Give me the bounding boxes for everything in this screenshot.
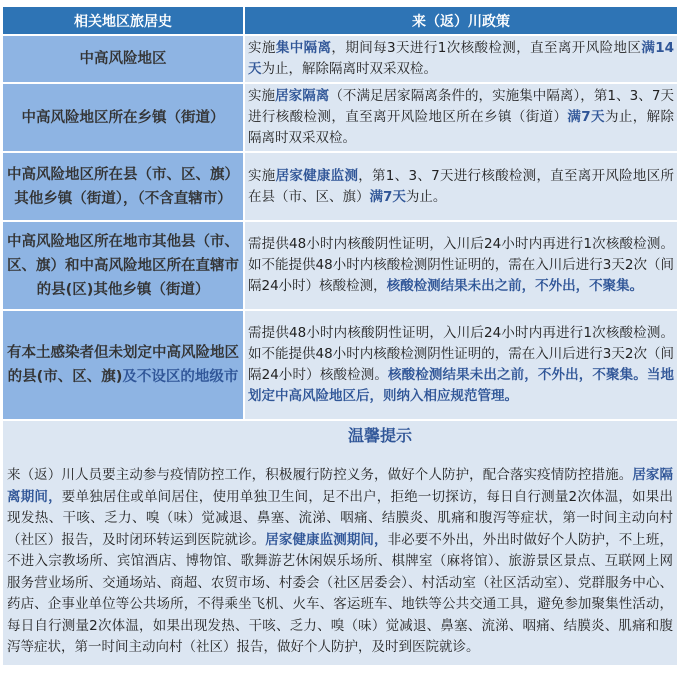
text-segment: 实施 bbox=[248, 167, 276, 184]
text-segment: （不满足居家隔离条件的，实施集中隔离），第1、3、7天进行核酸检测，直至离开风险地区所在乡镇（街道） bbox=[248, 88, 674, 125]
table-row bbox=[3, 84, 677, 151]
notice-section bbox=[3, 421, 677, 665]
text-segment: 非必要不外出，外出时做好个人防护，不上班，不进入宗教场所、宾馆酒店、博物馆、歌舞游艺休闲娱乐场所、棋牌室（麻将馆）、旅游景区景点、互联网上网服务营业场所、交通场站、商超、农贸市场、村委会（社区居委会）、村活动室（社区活动室）、党群服务中心、药店、企事业单位等公共场所，不得乘坐飞机、火车、客运班车、地铁等公共交通工具，避免参加聚集性活动，每日自行测量2次体温，如果出现发热、干咳、乏力、嗅（味）觉减退、鼻塞、流涕、咽痛、结膜炎、肌痛和腹泻等症状，第一时间主动向村（社区）报告，做好个人防护，及时到医院就诊。 bbox=[7, 531, 673, 655]
text-segment: 为止，解除隔离时双采双检。 bbox=[261, 61, 437, 77]
area-cell bbox=[3, 311, 243, 419]
header-policy: 来（返）川政策 bbox=[245, 7, 677, 34]
area-cell bbox=[3, 222, 243, 309]
text-segment: 中高风险地区所在乡镇（街道） bbox=[21, 109, 225, 126]
highlight-text: 及不设区的地级市 bbox=[122, 369, 239, 385]
policy-cell bbox=[245, 311, 677, 419]
notice-title: 温馨提示 bbox=[347, 426, 412, 445]
highlight-text: 居家健康监测 bbox=[275, 167, 359, 184]
highlight-text: 满14天 bbox=[248, 40, 674, 77]
text-segment: 来（返）川人员要主动参与疫情防控工作，积极履行防控义务，做好个人防护，配合落实疫情防控措施。 bbox=[7, 467, 633, 483]
text-segment: 需提供48小时内核酸阴性证明，入川后24小时内再进行1次核酸检测。如不能提供48小时内核酸检测阴性证明的，需在入川后进行3天2次（间隔24小时）核酸检测， bbox=[248, 236, 674, 294]
text-segment: 中高风险地区所在地市其他县（市、区、旗）和中高风险地区所在直辖市的县(区)其他乡镇（街道） bbox=[7, 233, 239, 298]
text-segment: 中高风险地区 bbox=[79, 51, 167, 67]
text-segment: ，第1、3、7天进行核酸检测，直至离开风险地区所在县（市、区、旗） bbox=[248, 167, 674, 205]
text-segment: 实施 bbox=[248, 88, 276, 104]
table-row bbox=[3, 311, 677, 419]
policy-cell bbox=[245, 153, 677, 220]
text-segment: 有本土感染者但未划定中高风险地区的县(市、区、旗) bbox=[7, 345, 239, 385]
policy-cell bbox=[245, 84, 677, 151]
text-segment: 要单独居住或单间居住，使用单独卫生间，足不出户，拒绝一切探访，每日自行测量2次体温，如果出现发热、干咳、乏力、嗅（味）觉减退、鼻塞、流涕、咽痛、结膜炎、肌痛和腹泻等症状，第一时间主动向村（社区）报告，及时闭环转运到医院就诊。 bbox=[7, 488, 674, 548]
text-segment: 实施 bbox=[248, 40, 276, 56]
highlight-text: 集中隔离 bbox=[275, 40, 332, 56]
policy-cell bbox=[245, 222, 677, 309]
text-segment: 为止，解除隔离时双采双检。 bbox=[248, 109, 674, 146]
notice-body bbox=[7, 465, 673, 659]
highlight-text: 居家健康监测期间， bbox=[265, 531, 388, 548]
highlight-text: 核酸检测结果未出之前，不外出，不聚集。当地划定中高风险地区后，则纳入相应规范管理。 bbox=[248, 367, 674, 404]
policy-cell bbox=[245, 36, 677, 82]
text-segment: 为止。 bbox=[405, 188, 447, 205]
text-segment: 中高风险地区所在县（市、区、旗）其他乡镇（街道），（不含直辖市） bbox=[7, 166, 239, 207]
table-row bbox=[3, 222, 677, 309]
policy-table bbox=[1, 5, 679, 421]
text-segment: 需提供48小时内核酸阴性证明，入川后24小时内再进行1次核酸检测。如不能提供48小时内核酸检测阴性证明的，需在入川后进行3天2次（间隔24小时）核酸检测。 bbox=[248, 325, 674, 383]
highlight-text: 满7天 bbox=[369, 188, 406, 205]
area-cell bbox=[3, 36, 243, 82]
highlight-text: 核酸检测结果未出之前，不外出，不聚集。 bbox=[386, 278, 644, 294]
text-segment: ，期间每3天进行1次核酸检测，直至离开风险地区 bbox=[331, 40, 642, 56]
highlight-text: 满7天 bbox=[567, 109, 605, 125]
table-row bbox=[3, 153, 677, 220]
area-cell bbox=[3, 84, 243, 151]
area-cell bbox=[3, 153, 243, 220]
policy-document bbox=[3, 5, 677, 665]
table-row bbox=[3, 36, 677, 82]
highlight-text: 居家隔离期间， bbox=[7, 467, 673, 505]
highlight-text: 居家隔离 bbox=[275, 88, 330, 104]
header-travel-history: 相关地区旅居史 bbox=[3, 7, 243, 34]
